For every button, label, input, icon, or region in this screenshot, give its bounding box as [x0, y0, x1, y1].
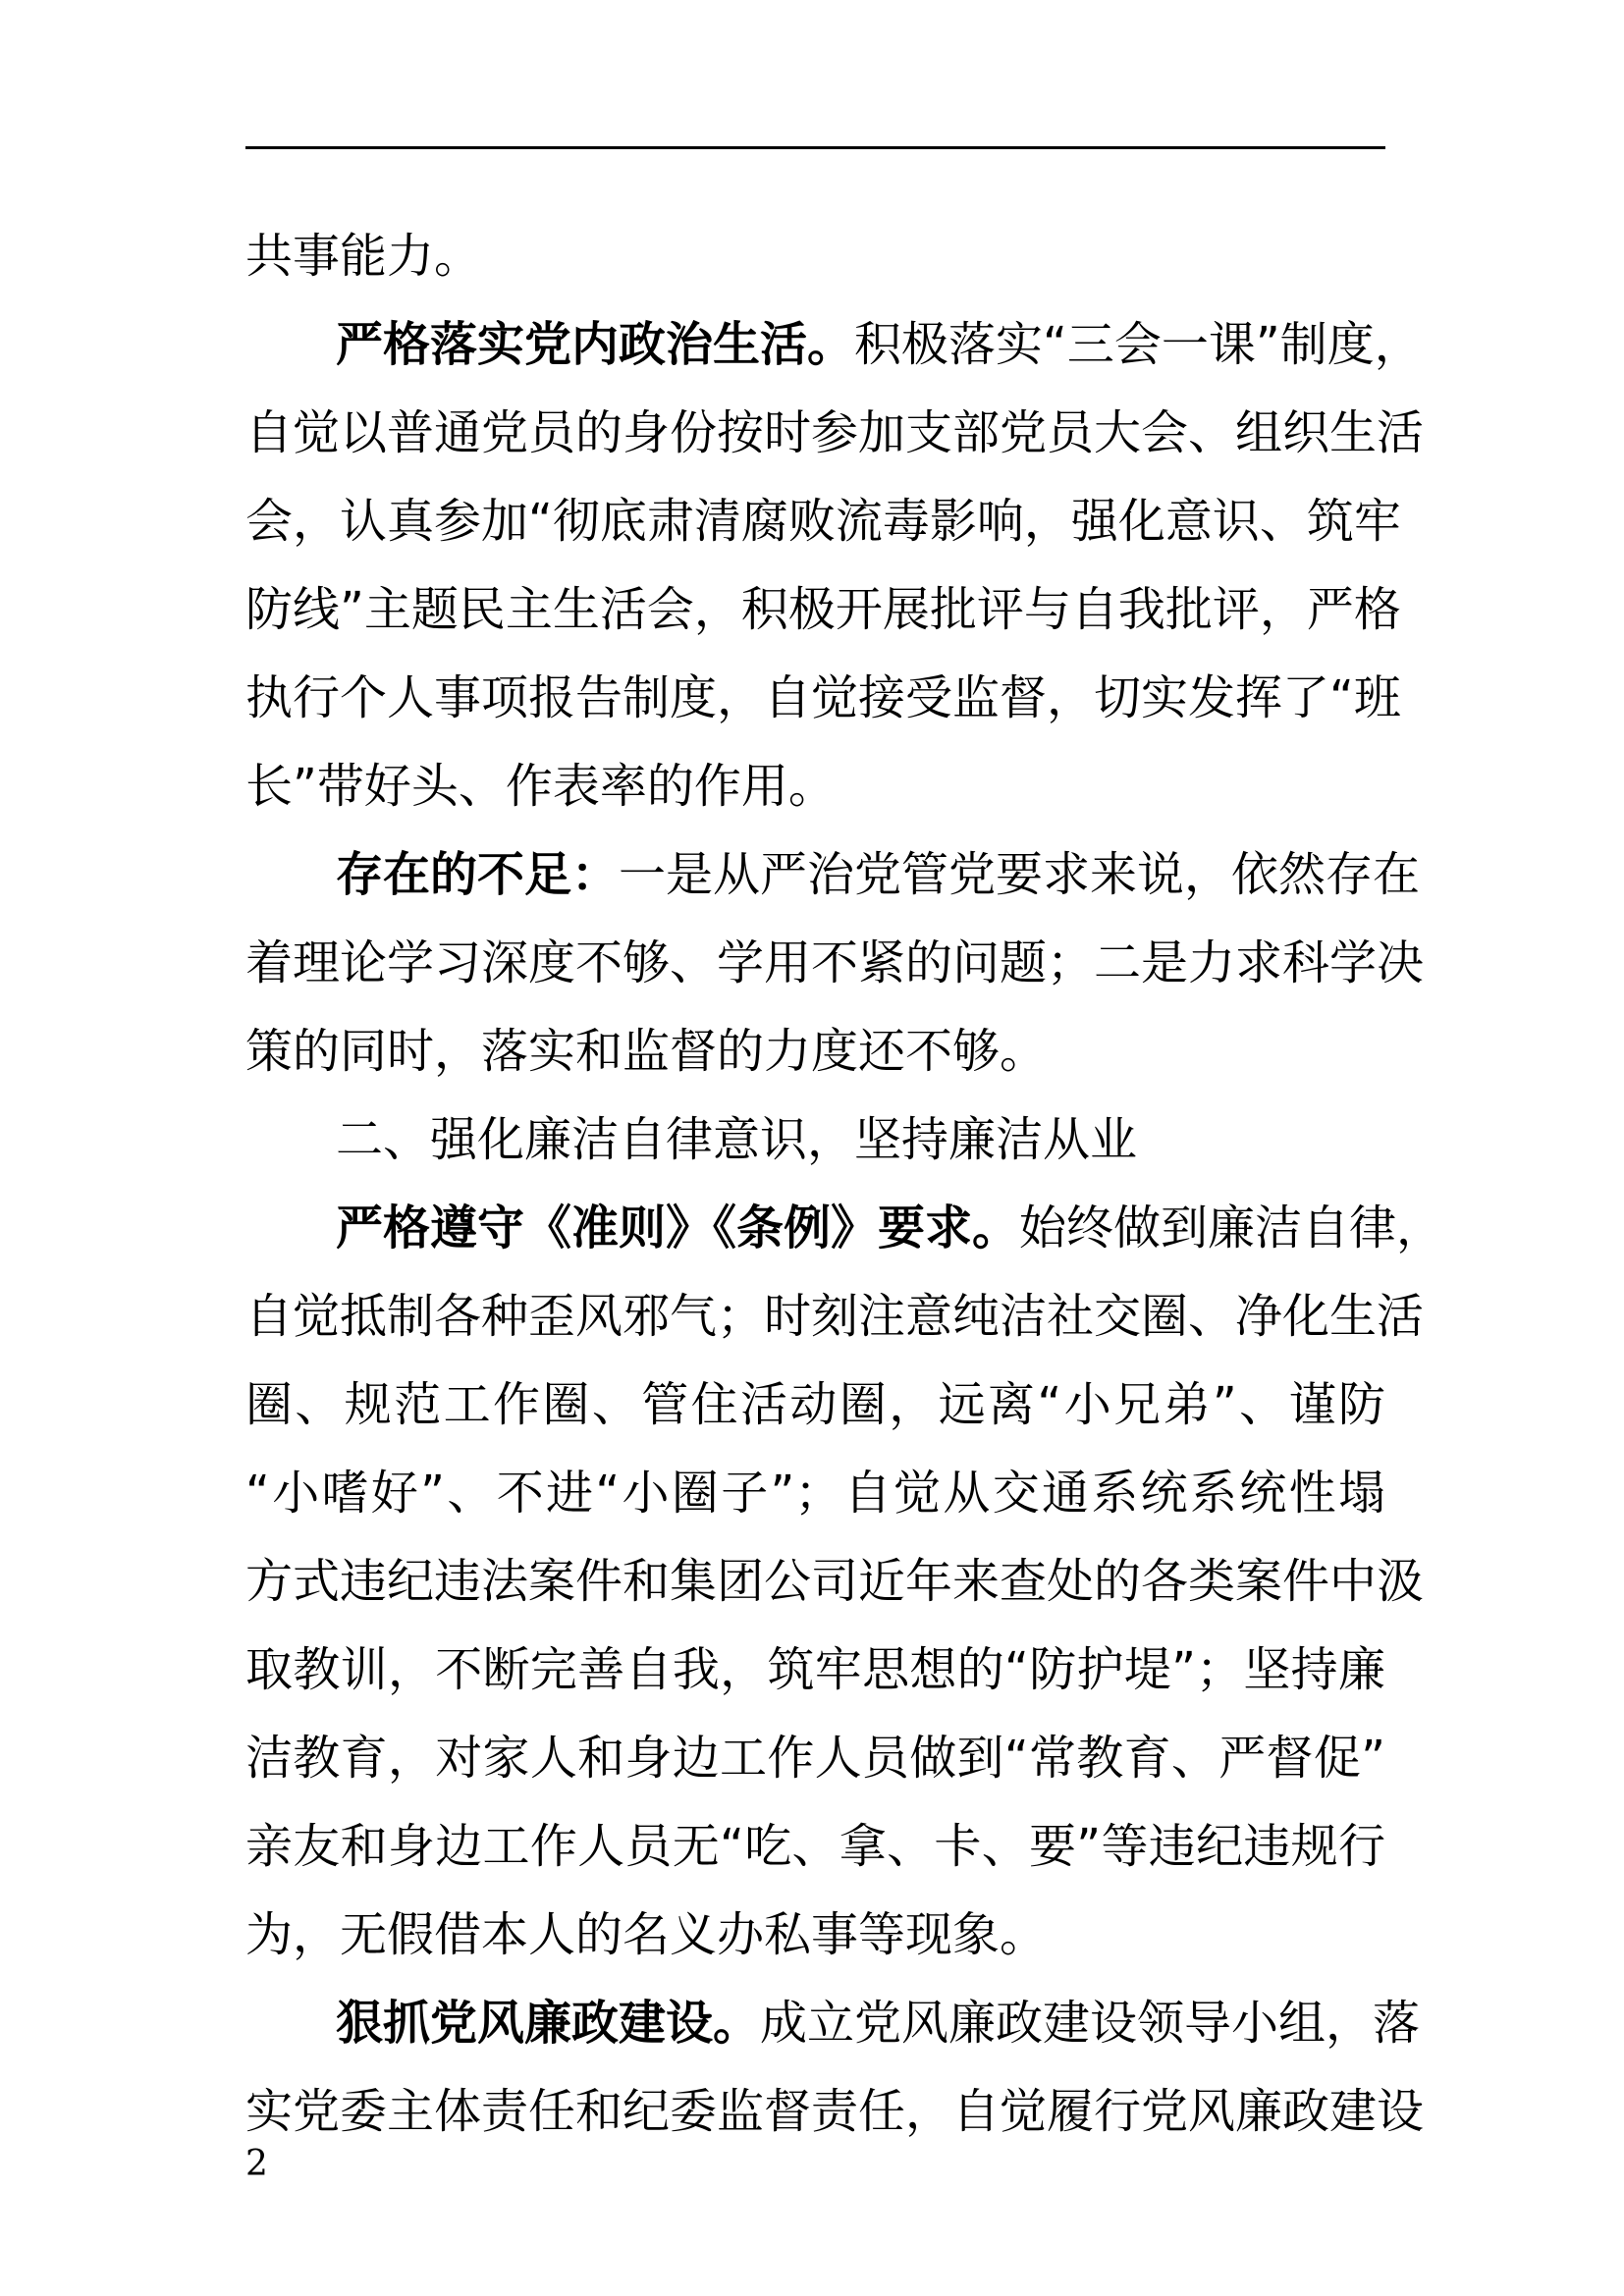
- text-line: [245, 1537, 1425, 1626]
- line-text: 方式违纪违法案件和集团公司近年来查处的各类案件中汲: [245, 1554, 1425, 1609]
- document-body: [245, 212, 1444, 2156]
- bold-heading: 狠抓党风廉政建设。: [336, 1996, 761, 2051]
- line-text: 圈、规范工作圈、管住活动圈，远离“小兄弟”、谨防: [245, 1377, 1385, 1432]
- text-line: [245, 1802, 1385, 1891]
- text-line: [245, 1714, 1385, 1802]
- text-line: [245, 1361, 1385, 1449]
- line-text: 长”带好头、作表率的作用。: [245, 759, 836, 814]
- line-text: 实党委主体责任和纪委监督责任，自觉履行党风廉政建设: [245, 2084, 1425, 2139]
- line-text: 自觉抵制各种歪风邪气；时刻注意纯洁社交圈、净化生活: [245, 1289, 1425, 1344]
- line-text: 积极落实“三会一课”制度，: [854, 317, 1422, 372]
- bold-heading: 存在的不足：: [336, 847, 620, 902]
- line-text: 会，认真参加“彻底肃清腐败流毒影响，强化意识、筑牢: [245, 494, 1401, 549]
- text-line: [245, 477, 1401, 565]
- text-line: [245, 1891, 1385, 1979]
- text-line: [245, 300, 1422, 389]
- text-line: [245, 565, 1401, 654]
- text-line: [245, 1095, 1385, 1184]
- line-text: 始终做到廉洁自律，: [1019, 1201, 1444, 1255]
- text-line: [245, 1007, 1385, 1095]
- line-text: 为，无假借本人的名义办私事等现象。: [245, 1907, 1048, 1962]
- page-number: 2: [245, 2144, 268, 2184]
- line-text: 二、强化廉洁自律意识，坚持廉洁从业: [336, 1112, 1138, 1167]
- text-line: [245, 1184, 1444, 1272]
- text-line: [245, 654, 1401, 742]
- text-line: [245, 830, 1421, 919]
- line-text: 取教训，不断完善自我，筑牢思想的“防护堤”；坚持廉: [245, 1642, 1385, 1697]
- bold-heading: 严格落实党内政治生活。: [336, 317, 855, 372]
- line-text: 防线”主题民主生活会，积极开展批评与自我批评，严格: [245, 582, 1401, 637]
- line-text: 共事能力。: [245, 229, 482, 284]
- line-text: 成立党风廉政建设领导小组，落: [760, 1996, 1421, 2051]
- line-text: “小嗜好”、不进“小圈子”；自觉从交通系统系统性塌: [245, 1466, 1385, 1521]
- line-text: 策的同时，落实和监督的力度还不够。: [245, 1024, 1048, 1079]
- line-text: 亲友和身边工作人员无“吃、拿、卡、要”等违纪违规行: [245, 1819, 1385, 1874]
- text-line: [245, 742, 1385, 830]
- text-line: [245, 1272, 1425, 1361]
- bold-heading: 严格遵守《准则》《条例》要求。: [336, 1201, 1020, 1255]
- text-line: [245, 1449, 1385, 1537]
- text-line: [245, 389, 1425, 477]
- line-text: 洁教育，对家人和身边工作人员做到“常教育、严督促”: [245, 1731, 1385, 1786]
- line-text: 自觉以普通党员的身份按时参加支部党员大会、组织生活: [245, 405, 1425, 460]
- text-line: [245, 1979, 1421, 2067]
- text-line: [245, 212, 1385, 300]
- text-line: [245, 919, 1425, 1007]
- text-line: [245, 2067, 1425, 2156]
- line-text: 执行个人事项报告制度，自觉接受监督，切实发挥了“班: [245, 670, 1401, 725]
- line-text: 一是从严治党管党要求来说，依然存在: [619, 847, 1421, 902]
- text-line: [245, 1626, 1385, 1714]
- line-text: 着理论学习深度不够、学用不紧的问题；二是力求科学决: [245, 935, 1425, 990]
- header-rule: [245, 146, 1385, 149]
